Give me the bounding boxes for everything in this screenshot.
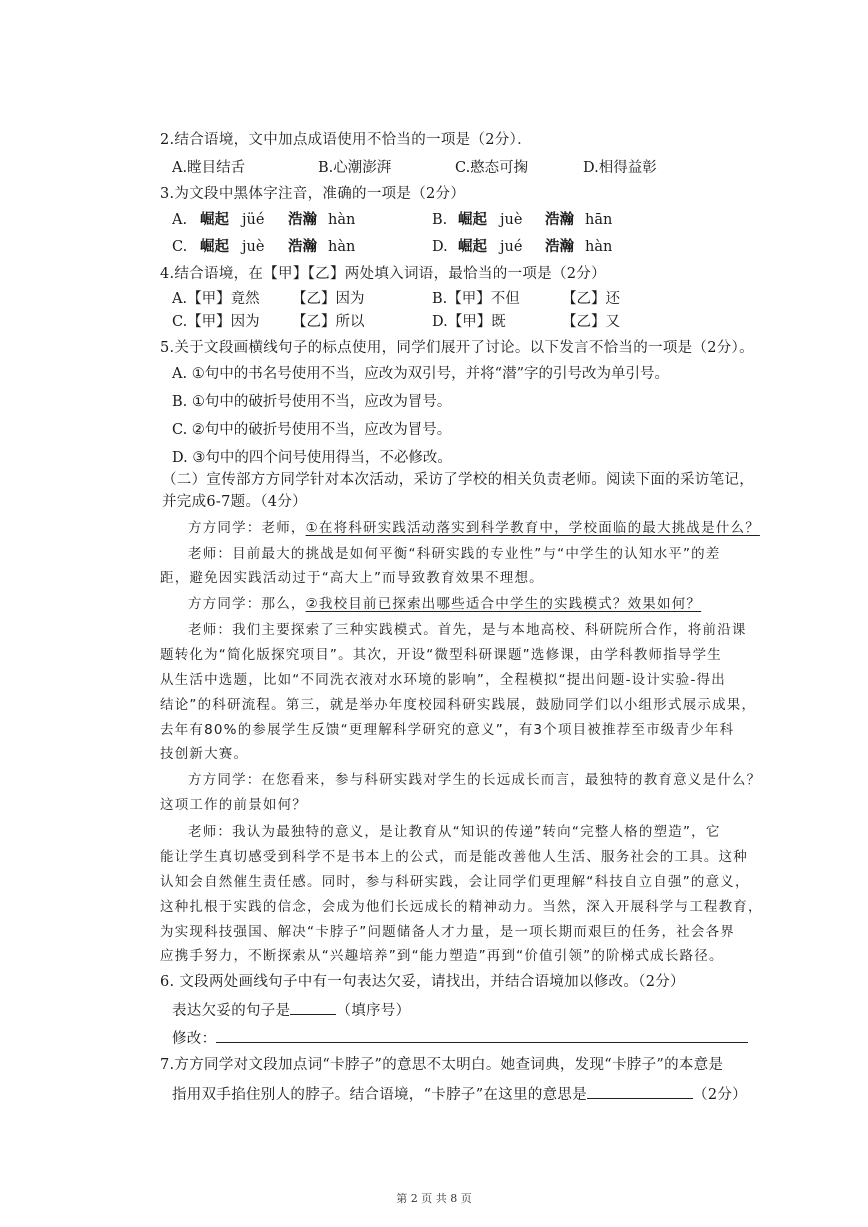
q4-option-d-jia: D.【甲】既 <box>432 314 506 330</box>
q3-option-b-pinyin1: juè <box>500 212 523 228</box>
q5-option-d: D. ③句中的四个问号使用得当，不必修改。 <box>172 450 452 466</box>
q2-option-d: D.相得益彰 <box>583 160 657 176</box>
page-number-footer: 第 2 页 共 8 页 <box>396 1192 472 1205</box>
interview-p4-line6: 技创新大赛。 <box>160 746 249 762</box>
interview-p1-prefix: 方方同学：老师， <box>188 520 306 536</box>
q3-option-d-word1: 崛起 <box>458 238 487 255</box>
q7-score: （2分） <box>693 1087 747 1103</box>
q4-option-a-yi: 【乙】因为 <box>292 291 365 307</box>
interview-p4-line5: 去年有80%的参展学生反馈“更理解科学研究的意义”，有3个项目被推荐至市级青少年科 <box>160 722 735 738</box>
q3-option-a-label: A. <box>172 212 188 228</box>
q3-option-a-pinyin2: hàn <box>328 212 356 228</box>
q2-option-b: B.心潮澎湃 <box>318 160 392 176</box>
q6-answer-suffix: （填序号） <box>336 1003 411 1019</box>
q3-option-b-pinyin2: hān <box>585 212 613 228</box>
q4-option-c-jia: C.【甲】因为 <box>172 314 260 330</box>
q3-option-b-word1: 崛起 <box>458 211 487 228</box>
q5-option-b: B. ①句中的破折号使用不当，应改为冒号。 <box>172 394 452 410</box>
q7-stem-line1: 7.方方同学对文段加点词“卡脖子”的意思不太明白。她查词典，发现“卡脖子”的本意是 <box>160 1057 724 1073</box>
q3-option-c-pinyin2: hàn <box>328 239 356 255</box>
interview-p4-line2: 题转化为“简化版探究项目”。其次，开设“微型科研课题”选修课，由学科教师指导学生 <box>160 647 722 663</box>
q3-option-b-label: B. <box>432 212 448 228</box>
q5-stem: 5.关于文段画横线句子的标点使用，同学们展开了讨论。以下发言不恰当的一项是（2分）。 <box>160 340 754 356</box>
interview-p6-line3: 认知会自然催生责任感。同时，参与科研实践，会让同学们更理解“科技自立自强”的意义， <box>160 874 750 890</box>
q4-option-b-jia: B.【甲】不但 <box>432 291 520 307</box>
section2-intro-line2: 并完成6-7题。（4分） <box>162 494 307 510</box>
interview-p2-line1: 老师：目前最大的挑战是如何平衡“科研实践的专业性”与“中学生的认知水平”的差 <box>188 546 721 562</box>
interview-p4-line4: 结论”的科研流程。第三，就是举办年度校园科研实践展，鼓励同学们以小组形式展示成果， <box>160 697 757 713</box>
q2-option-a: A.瞠目结舌 <box>172 160 246 176</box>
interview-p6-line6: 应携手努力，不断探索从“兴趣培养”到“能力塑造”再到“价值引领”的阶梯式成长路径。 <box>160 948 724 964</box>
q7-stem-prefix: 指用双手掐住别人的脖子。结合语境，“卡脖子”在这里的意思是 <box>172 1087 588 1103</box>
q6-answer-prefix: 表达欠妥的句子是 <box>172 1003 291 1019</box>
interview-p6-line1: 老师：我认为最独特的意义，是让教育从“知识的传递”转向“完整人格的塑造”，它 <box>188 824 721 840</box>
q6-answer-line2 <box>172 1028 748 1049</box>
q4-option-b-yi: 【乙】还 <box>562 291 620 307</box>
interview-p1 <box>188 518 760 538</box>
q2-option-c: C.憨态可掬 <box>455 160 529 176</box>
q4-option-a-jia: A.【甲】竟然 <box>172 291 260 307</box>
q3-option-c-label: C. <box>172 239 188 255</box>
q5-option-c: C. ②句中的破折号使用不当，应改为冒号。 <box>172 422 452 438</box>
interview-p5-line1: 方方同学：在您看来，参与科研实践对学生的长远成长而言，最独特的教育意义是什么？ <box>188 772 762 788</box>
interview-p1-underlined-sentence: ①在将科研实践活动落实到科学教育中，学校面临的最大挑战是什么？ <box>305 520 760 536</box>
q3-option-a-word2: 浩瀚 <box>288 211 317 228</box>
q3-option-c-word1: 崛起 <box>200 238 229 255</box>
q3-option-a-pinyin1: jüé <box>242 212 265 228</box>
q4-stem: 4.结合语境，在【甲】【乙】两处填入词语，最恰当的一项是（2分） <box>160 266 606 282</box>
q6-answer-line1 <box>172 1000 410 1021</box>
q3-option-d-pinyin2: hàn <box>585 239 613 255</box>
interview-p3 <box>188 594 701 614</box>
q6-stem: 6. 文段两处画线句子中有一句表达欠妥，请找出，并结合语境加以修改。（2分） <box>160 974 685 990</box>
q7-stem-line2 <box>172 1084 747 1105</box>
q3-option-b-word2: 浩瀚 <box>545 211 574 228</box>
q3-option-c-pinyin1: juè <box>242 239 265 255</box>
interview-p3-prefix: 方方同学：那么， <box>188 596 306 612</box>
q6-revision-label: 修改： <box>172 1031 217 1047</box>
interview-p6-line2: 能让学生真切感受到科学不是书本上的公式，而是能改善他人生活、服务社会的工具。这种 <box>160 849 748 865</box>
q3-option-a-word1: 崛起 <box>200 211 229 228</box>
interview-p6-line5: 为实现科技强国、解决“卡脖子”问题储备人才力量，是一项长期而艰巨的任务，社会各界 <box>160 924 735 940</box>
q2-stem: 2.结合语境，文中加点成语使用不恰当的一项是（2分）． <box>160 132 532 148</box>
q3-stem: 3.为文段中黑体字注音，准确的一项是（2分） <box>160 186 466 202</box>
q7-meaning-blank[interactable] <box>587 1084 693 1099</box>
q6-sentence-number-blank[interactable] <box>290 1000 336 1015</box>
q5-option-a: A. ①句中的书名号使用不当，应改为双引号，并将“潜”字的引号改为单引号。 <box>172 366 670 382</box>
q3-option-d-word2: 浩瀚 <box>545 238 574 255</box>
interview-p2-line2: 距，避免因实践活动过于“高大上”而导致教育效果不理想。 <box>160 570 544 586</box>
interview-p4-line3: 从生活中选题，比如“不同洗衣液对水环境的影响”，全程模拟“提出问题-设计实验-得出 <box>160 672 726 688</box>
q3-option-d-pinyin1: jué <box>500 239 523 255</box>
section2-intro-line1: （二）宣传部方方同学针对本次活动，采访了学校的相关负责老师。阅读下面的采访笔记， <box>162 472 754 488</box>
q4-option-d-yi: 【乙】又 <box>562 314 620 330</box>
interview-p6-line4: 这种扎根于实践的信念，会成为他们长远成长的精神动力。当然，深入开展科学与工程教育， <box>160 899 763 915</box>
q3-option-d-label: D. <box>432 239 448 255</box>
interview-p3-underlined-sentence: ②我校目前已探索出哪些适合中学生的实践模式？效果如何？ <box>305 596 702 612</box>
interview-p4-line1: 老师：我们主要探索了三种实践模式。首先，是与本地高校、科研院所合作，将前沿课 <box>188 622 747 638</box>
interview-p5-line2: 这项工作的前景如何？ <box>160 797 307 813</box>
q4-option-c-yi: 【乙】所以 <box>292 314 365 330</box>
q6-revision-blank[interactable] <box>216 1028 748 1043</box>
q3-option-c-word2: 浩瀚 <box>288 238 317 255</box>
